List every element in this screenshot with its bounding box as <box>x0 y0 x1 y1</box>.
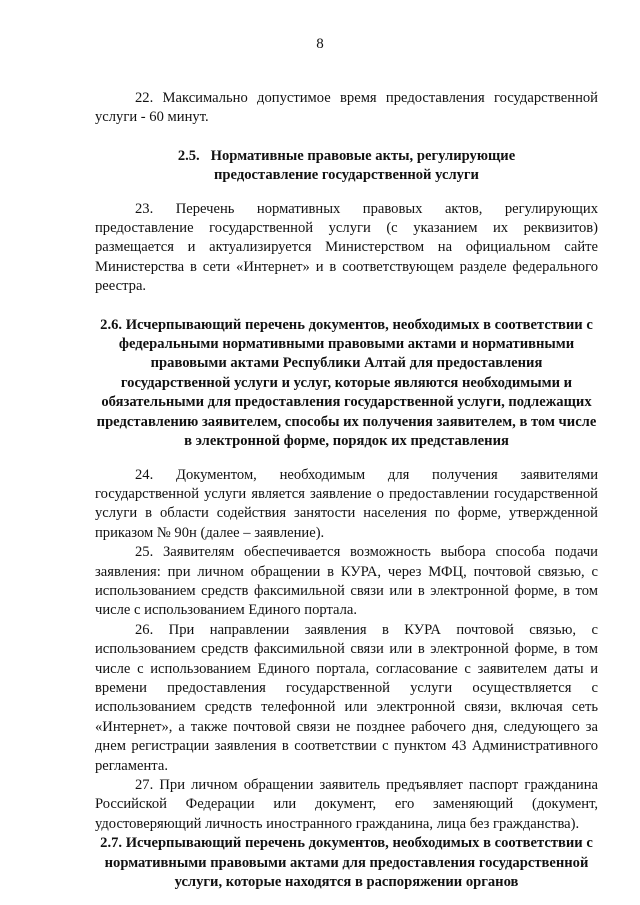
paragraph-25: 25. Заявителям обеспечивается возможность выбора способа подачи заявления: при личном обращении в КУРА, через МФЦ, почтовой связью, с использованием средств факсимильной связи или в электронной форме, в том числе с использованием Единого портала. <box>95 544 598 619</box>
paragraph-24: 24. Документом, необходимым для получения заявителями государственной услуги является заявление о предоставлении государственной услуги в области содействия занятости населения по форме, утвержденной приказом № 90н (далее – заявление). <box>95 466 598 541</box>
heading-2-5-number: 2.5. <box>177 147 200 164</box>
page-number: 8 <box>316 36 324 52</box>
heading-2-5-line2: предоставление государственной услуги <box>214 167 479 184</box>
heading-2-6: 2.6. Исчерпывающий перечень документов, необходимых в соответствии с федеральными нормативными правовыми актами и нормативными правовыми актами Республики Алтай для предоставления государственной услуги и услуг, которые являются необходимыми и обязательными для предоставления государственной услуги, подлежащих представлению заявителем, способы их получения заявителем, в том числе в электронной форме, порядок их представления <box>96 316 597 450</box>
paragraph-22: 22. Максимально допустимое время предоставления государственной услуги - 60 минут. <box>95 90 598 126</box>
heading-2-5-line1: Нормативные правовые акты, регулирующие <box>210 147 516 164</box>
paragraph-26: 26. При направлении заявления в КУРА почтовой связью, с использованием средств факсимильной связи или в электронной форме, в том числе с использованием Единого портала, согласование с заявителем даты и времени предоставления государственной услуги осуществляется с использованием средств телефонной или электронной связи, включая сеть «Интернет», а также почтовой связи не позднее рабочего дня, следующего за днем регистрации заявления в соответствии с пунктом 43 Административного регламента. <box>95 621 598 774</box>
heading-2-5 <box>95 147 598 186</box>
paragraph-27: 27. При личном обращении заявитель предъявляет паспорт гражданина Российской Федерации или документ, его заменяющий (документ, удостоверяющий личность иностранного гражданина, лица без гражданства). <box>95 777 598 832</box>
paragraph-23: 23. Перечень нормативных правовых актов, регулирующих предоставление государственной услуги (с указанием их реквизитов) размещается и актуализируется Министерством на официальном сайте Министерства в сети «Интернет» и в соответствующем разделе федерального реестра. <box>95 200 598 295</box>
heading-2-7: 2.7. Исчерпывающий перечень документов, необходимых в соответствии с нормативными правовыми актами для предоставления государственной услуги, которые находятся в распоряжении органов <box>100 835 593 891</box>
page-content <box>95 89 598 892</box>
